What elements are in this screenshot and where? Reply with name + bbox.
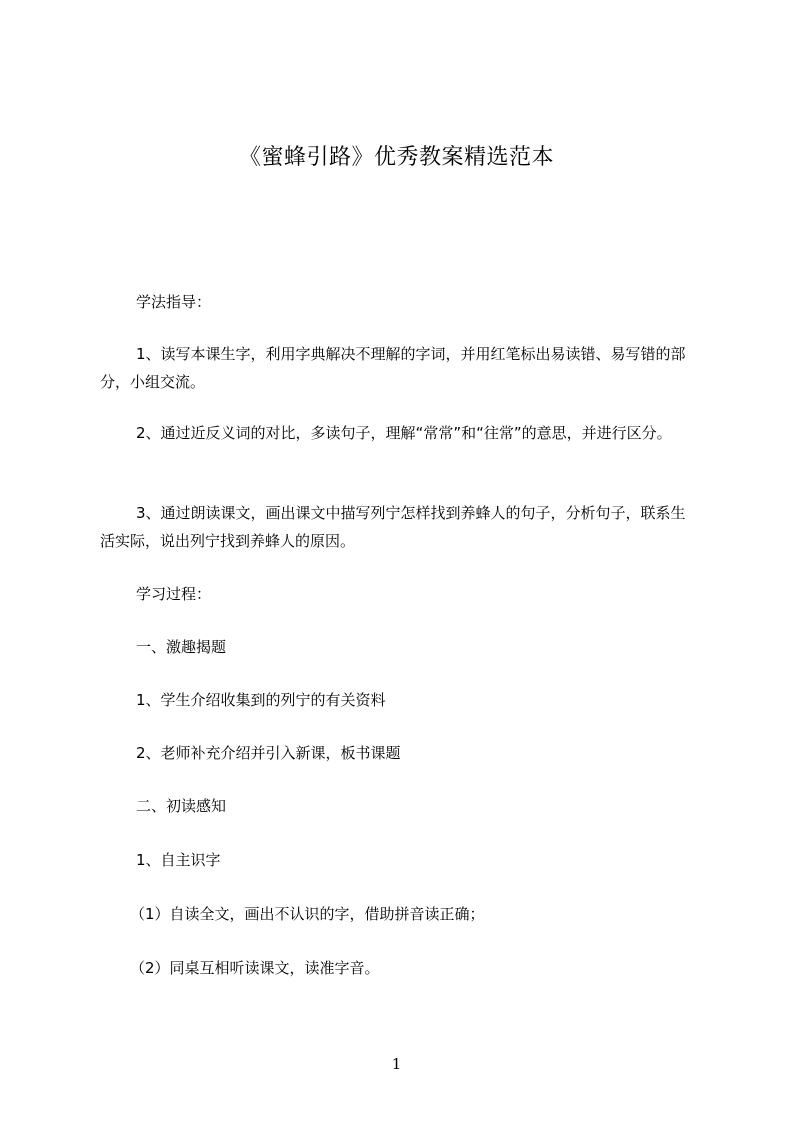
- study-method-item-1: 1、读写本课生字，利用字典解决不理解的字词，并用红笔标出易读错、易写错的部分，小组交流。: [100, 345, 686, 391]
- step-item-1: 1、学生介绍收集到的列宁的有关资料: [136, 691, 386, 709]
- step-item-self-literacy: 1、自主识字: [136, 851, 221, 869]
- sub-item-2: （2）同桌互相听读课文，读准字音。: [130, 959, 380, 977]
- study-method-item-2: 2、通过近反义词的对比，多读句子，理解“常常”和“往常”的意思，并进行区分。: [136, 424, 672, 442]
- sub-item-1: （1）自读全文，画出不认识的字，借助拼音读正确；: [130, 905, 485, 923]
- section-heading-study-process: 学习过程：: [136, 585, 212, 603]
- document-title: 《蜜蜂引路》优秀教案精选范本: [238, 145, 554, 170]
- step-heading-intro: 一、激趣揭题: [136, 638, 227, 656]
- page-number: 1: [391, 1055, 402, 1073]
- step-heading-first-reading: 二、初读感知: [136, 797, 227, 815]
- study-method-item-3: 3、通过朗读课文，画出课文中描写列宁怎样找到养蜂人的句子，分析句子，联系生活实际，说出列宁找到养蜂人的原因。: [100, 504, 686, 550]
- section-heading-study-method: 学法指导：: [136, 293, 212, 311]
- step-item-2: 2、老师补充介绍并引入新课，板书课题: [136, 744, 401, 762]
